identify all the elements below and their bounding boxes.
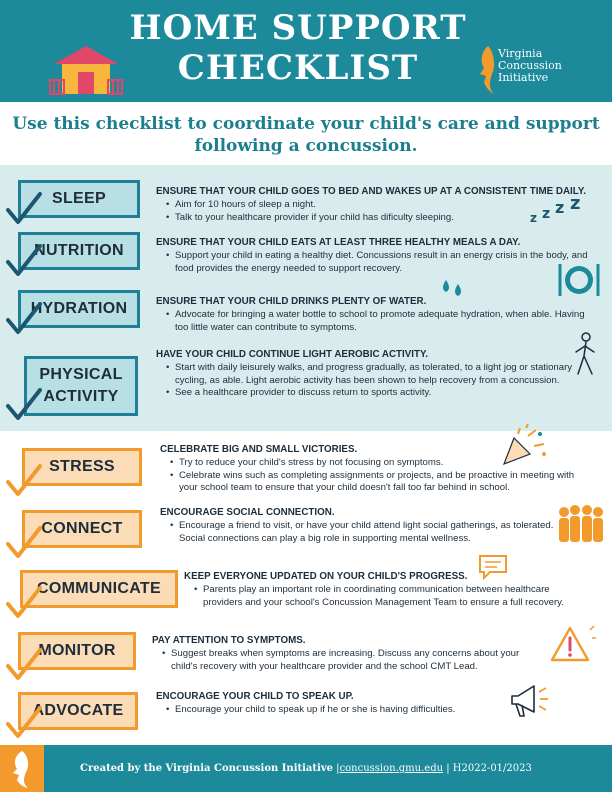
checkmark-icon [6, 388, 42, 422]
svg-text:z: z [530, 211, 537, 224]
footer-document-code: H2022-01/2023 [452, 763, 532, 774]
advocate-heading: ENCOURAGE YOUR CHILD TO SPEAK UP. [156, 691, 354, 702]
checkmark-icon [6, 302, 42, 336]
physical-activity-content [156, 349, 596, 400]
stress-label: STRESS [22, 448, 142, 486]
checkmark-icon [6, 192, 42, 226]
checkmark-icon [6, 244, 42, 278]
hydration-label: HYDRATION [18, 290, 140, 328]
connect-label: CONNECT [22, 510, 142, 548]
sleep-heading: ENSURE THAT YOUR CHILD GOES TO BED AND WAKES UP AT A CONSISTENT TIME DAILY. [156, 186, 587, 197]
nutrition-bullet: • Support your child in eating a healthy diet. Concussions result in an energy crisis in the body, and food provides the energy needed to support recovery. [166, 250, 594, 275]
physical-activity-heading: HAVE YOUR CHILD CONTINUE LIGHT AEROBIC ACTIVITY. [156, 349, 429, 360]
physical-activity-label-line-1: PHYSICAL [39, 366, 123, 383]
footer-separator: | [443, 763, 453, 774]
physical-activity-label-line-2: ACTIVITY [43, 388, 119, 405]
stress-bullet: • Celebrate wins such as completing assignments or projects, and be proactive in meeting with your school team to ensure that your child doesn't fall too far behind in school. [170, 470, 580, 495]
monitor-heading: PAY ATTENTION TO SYMPTOMS. [152, 635, 306, 646]
checkmark-icon [6, 586, 42, 620]
sleep-bullet: • Aim for 10 hours of sleep a night. [166, 199, 606, 211]
footer-bar [0, 745, 612, 792]
monitor-bullet: • Suggest breaks when symptoms are increasing. Discuss any concerns about your child's recovery with your healthcare provider and the school CMT Lead. [162, 648, 548, 673]
connect-heading: ENCOURAGE SOCIAL CONNECTION. [160, 507, 335, 518]
warning-triangle-icon [550, 624, 596, 664]
checkmark-icon [6, 648, 42, 682]
svg-text:z: z [555, 198, 565, 217]
sleep-bullet: • Talk to your healthcare provider if your child has dificulty sleeping. [166, 212, 606, 224]
hydration-heading: ENSURE THAT YOUR CHILD DRINKS PLENTY OF WATER. [156, 296, 427, 307]
footer-created-by: Created by the Virginia Concussion Initiative [80, 763, 333, 774]
chat-bubbles-icon [476, 552, 514, 584]
physical-activity-bullet: • See a healthcare provider to discuss return to sports activity. [166, 387, 596, 399]
sleep-label: SLEEP [18, 180, 140, 218]
nutrition-label: NUTRITION [18, 232, 140, 270]
communicate-bullet: • Parents play an important role in coordinating communication between healthcare providers and your school's Concussion Management Team to ensure a full recovery. [194, 584, 564, 609]
hydration-bullet: • Advocate for bringing a water bottle to school to promote adequate hydration, when able. Having too little water can contribute to symptoms. [166, 309, 594, 334]
header-banner [0, 0, 612, 102]
svg-text:z: z [542, 206, 551, 222]
head-profile-icon [10, 749, 34, 789]
house-icon [48, 44, 124, 96]
stress-heading: CELEBRATE BIG AND SMALL VICTORIES. [160, 444, 358, 455]
stress-bullet: • Try to reduce your child's stress by not focusing on symptoms. [170, 457, 580, 469]
logo-line-3: Initiative [498, 71, 549, 84]
physical-activity-bullet: • Start with daily leisurely walks, and progress gradually, as tolerated, to a light jog or stationary cycling, as able. Light aerobic activity has been shown to help recovery from a concussion. [166, 362, 596, 387]
page-title: HOME SUPPORT CHECKLIST [129, 8, 467, 88]
sleep-zzz-icon [528, 196, 588, 224]
water-drops-icon [440, 276, 466, 302]
subtitle: Use this checklist to coordinate your child's care and support following a concussion. [12, 114, 600, 156]
svg-text:z: z [570, 196, 581, 214]
megaphone-icon [506, 682, 550, 720]
checkmark-icon [6, 464, 42, 498]
monitor-label: MONITOR [18, 632, 136, 670]
checkmark-icon [6, 706, 42, 740]
monitor-content [152, 635, 548, 673]
connect-bullet: • Encourage a friend to visit, or have your child attend light social gatherings, as tolerated. Social connections can play a big role in supporting mental wellness. [170, 520, 564, 545]
footer-credits [80, 763, 532, 775]
logo-line-2: Concussion [498, 59, 562, 72]
checkmark-icon [6, 526, 42, 560]
footer-url-link[interactable]: concussion.gmu.edu [339, 763, 444, 774]
hydration-content [156, 296, 594, 334]
footer-separator: | [333, 763, 340, 774]
head-profile-icon [478, 44, 498, 96]
nutrition-heading: ENSURE THAT YOUR CHILD EATS AT LEAST THREE HEALTHY MEALS A DAY. [156, 237, 521, 248]
party-popper-icon [500, 424, 550, 468]
advocate-content [156, 691, 536, 717]
communicate-label: COMMUNICATE [20, 570, 178, 608]
friends-group-icon [556, 504, 606, 544]
logo-line-1: Virginia [498, 47, 543, 60]
connect-content [160, 507, 564, 545]
walking-person-icon [572, 332, 600, 378]
footer-accent [0, 745, 44, 792]
plate-utensils-icon [556, 260, 602, 300]
nutrition-content [156, 237, 594, 275]
advocate-label: ADVOCATE [18, 692, 138, 730]
vci-logo [478, 44, 598, 96]
communicate-heading: KEEP EVERYONE UPDATED ON YOUR CHILD'S PROGRESS. [184, 571, 468, 582]
advocate-bullet: • Encourage your child to speak up if he or she is having difficulties. [166, 704, 536, 716]
